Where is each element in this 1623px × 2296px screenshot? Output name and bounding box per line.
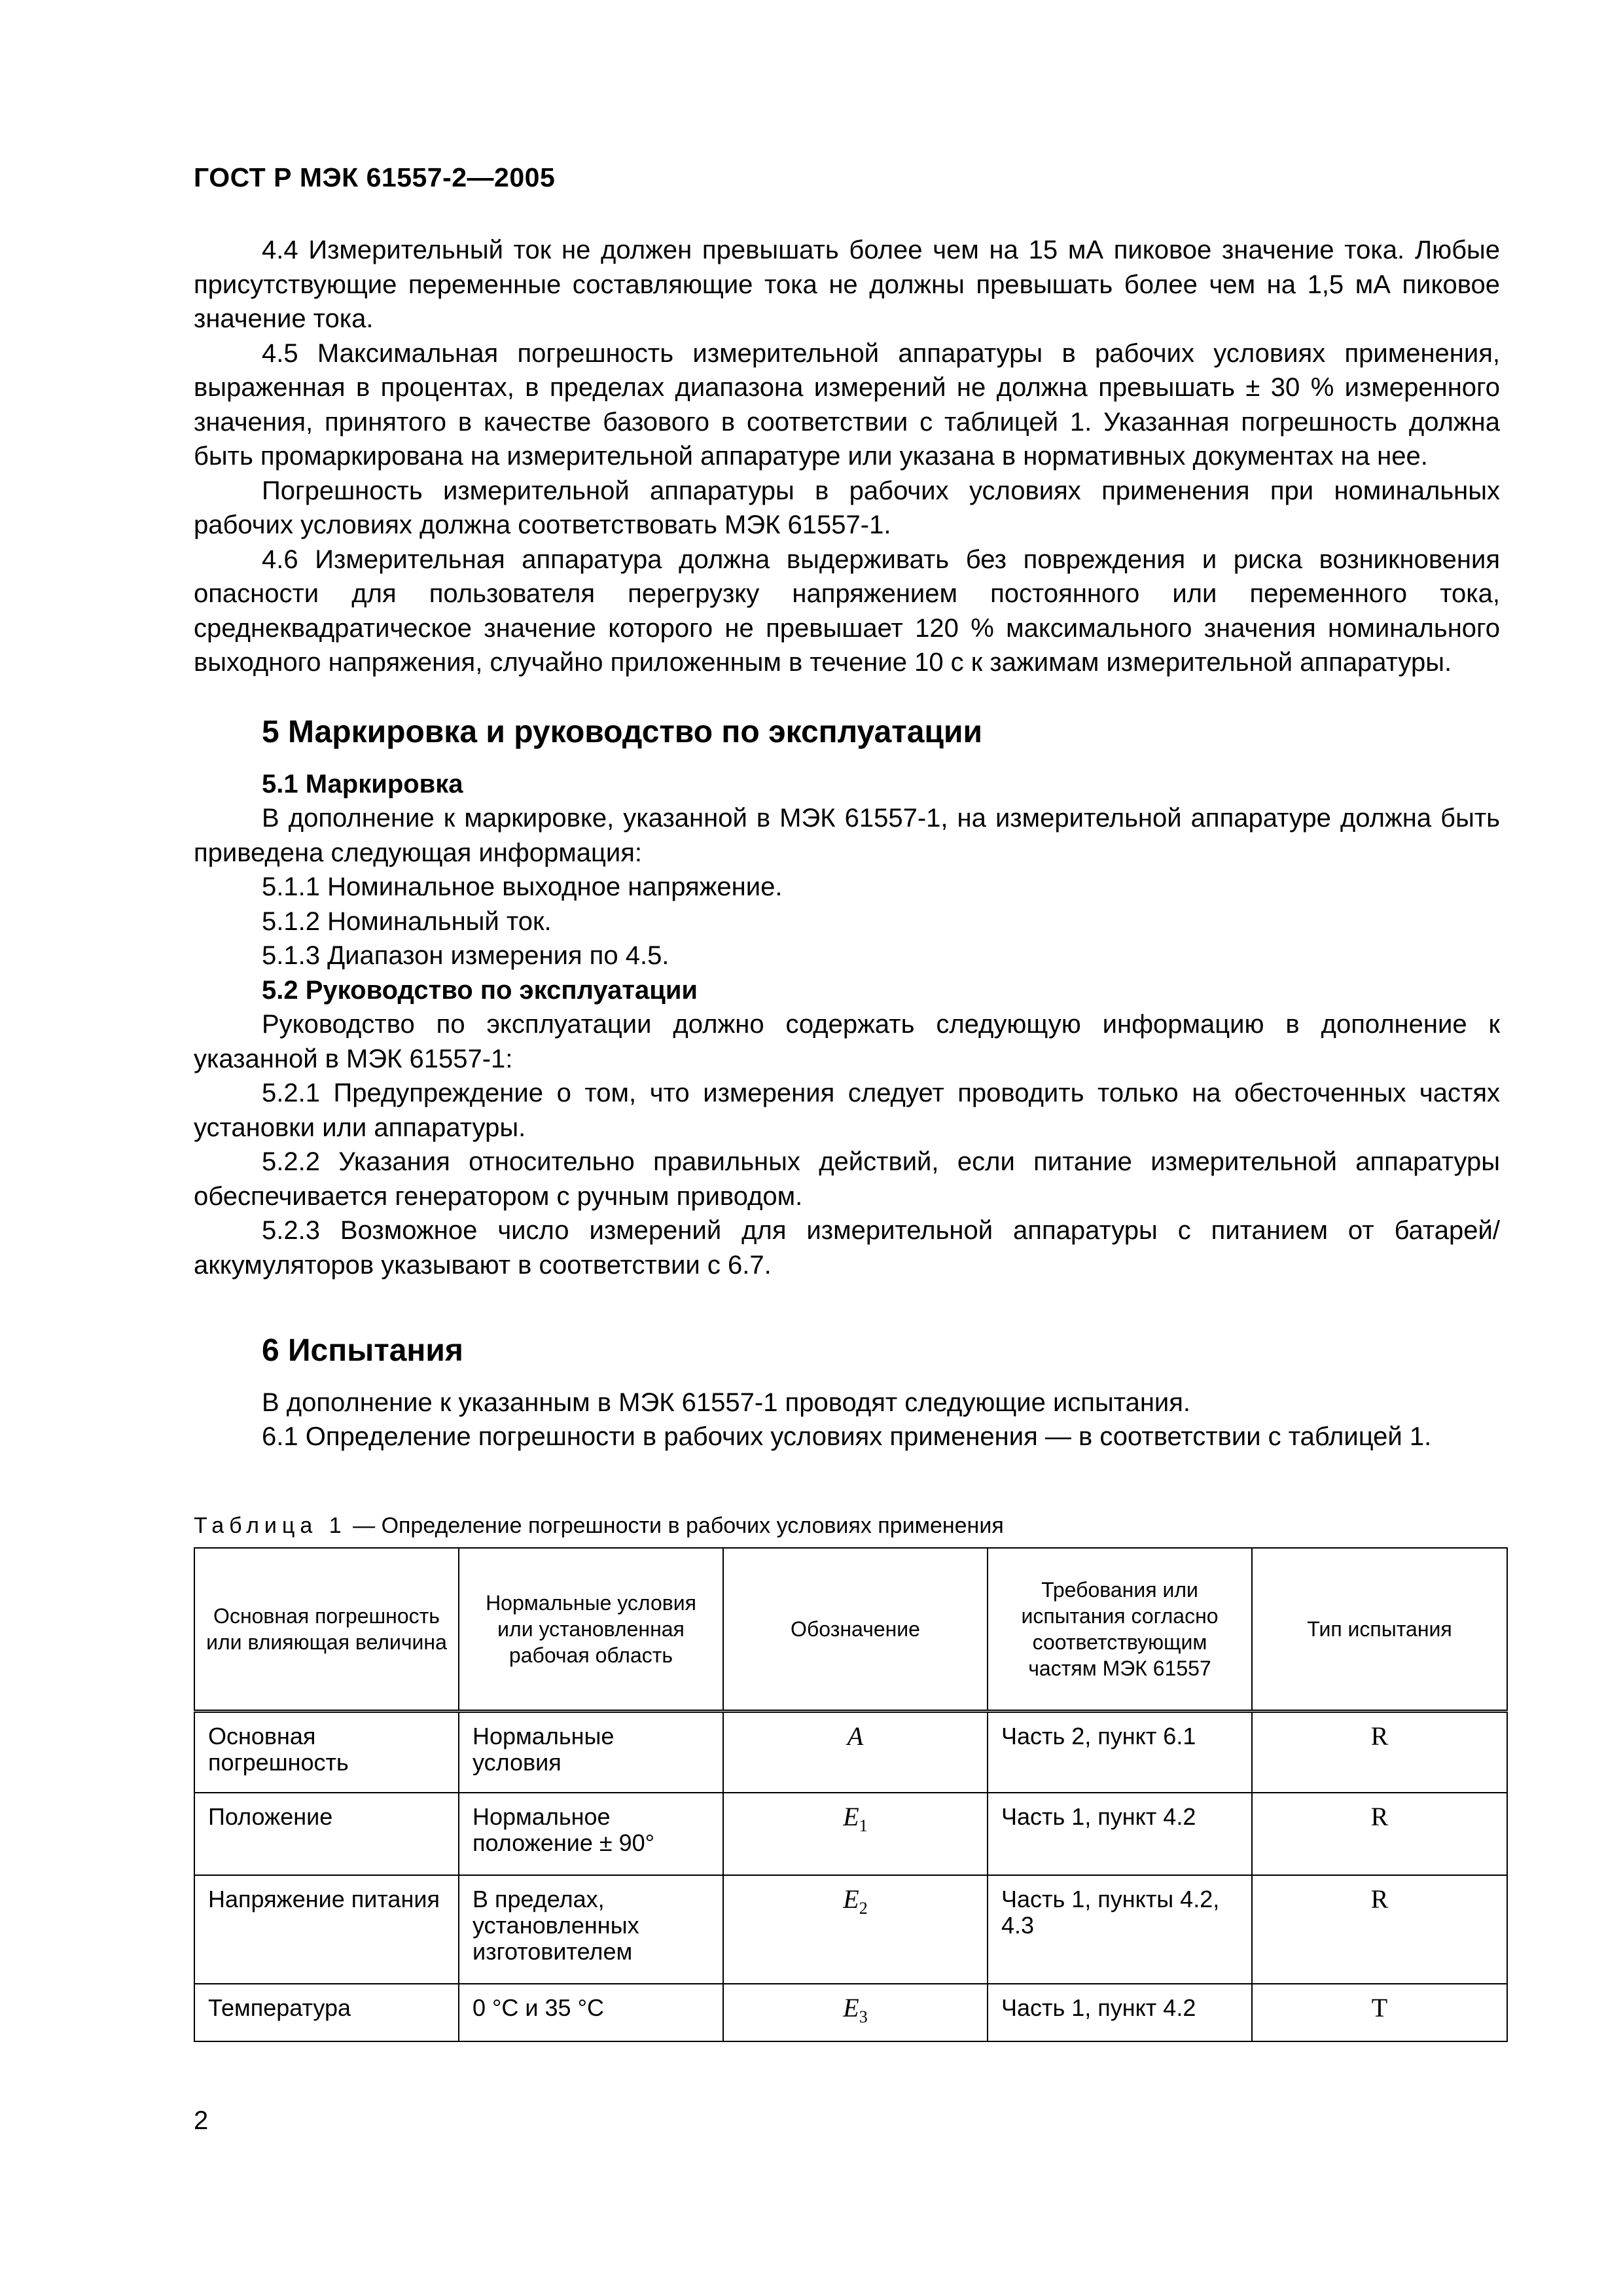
test-type-cell: R bbox=[1252, 1793, 1507, 1875]
paragraph-5-1-3: 5.1.3 Диапазон измерения по 4.5. bbox=[262, 941, 669, 970]
paragraph-4-5: 4.5 Максимальная погрешность измерительной аппаратуры в рабочих условиях применения, выраженная в процентах, в пределах диапазона измерений не должна превышать ± 30 % измеренного значения, принятого в качестве базового в соответствии с таблицей 1. Указанная погрешность должна быть промаркирована на измерительной аппаратуре или указана в нормативных документах на нее. bbox=[194, 338, 1500, 471]
table-caption-text: — Определение погрешности в рабочих условиях применения bbox=[346, 1513, 1004, 1538]
symbol-letter: E bbox=[843, 1992, 859, 2022]
quantity-cell: Положение bbox=[194, 1793, 459, 1875]
section-6 bbox=[194, 1334, 1500, 1454]
requirements-cell: Часть 1, пункт 4.2 bbox=[988, 1793, 1252, 1875]
quantity-cell: Напряжение питания bbox=[194, 1875, 459, 1984]
paragraph-5-2-2: 5.2.2 Указания относительно правильных действий, если питание измерительной аппаратуры обеспечивается генератором с ручным приводом. bbox=[194, 1147, 1500, 1211]
document-header: ГОСТ Р МЭК 61557-2—2005 bbox=[194, 162, 556, 192]
paragraph-4-6: 4.6 Измерительная аппаратура должна выдерживать без повреждения и риска возникновения опасности для пользователя перегрузку напряжением постоянного или переменного тока, среднеквадратическое значение которого не превышает 120 % максимального значения номинального выходного напряжения, случайно приложенным в течение 10 с к зажимам измерительной аппаратуры. bbox=[194, 545, 1500, 677]
paragraph-4-4: 4.4 Измерительный ток не должен превышать более чем на 15 мА пиковое значение тока. Любые присутствующие переменные составляющие тока не должны превышать более чем на 1,5 мА пиковое значение тока. bbox=[194, 236, 1500, 333]
table-header-cell: Тип испытания bbox=[1252, 1548, 1507, 1712]
paragraph-6-1: 6.1 Определение погрешности в рабочих условиях применения — в соответствии с таблицей 1. bbox=[262, 1422, 1432, 1451]
symbol-subscript: 2 bbox=[859, 1898, 868, 1918]
symbol-cell bbox=[723, 1875, 988, 1984]
paragraph-4-5-b: Погрешность измерительной аппаратуры в рабочих условиях применения при номинальных рабочих условиях должна соответствовать МЭК 61557-1. bbox=[194, 476, 1500, 539]
table-header-row bbox=[194, 1548, 1507, 1712]
conditions-cell: 0 °С и 35 °С bbox=[459, 1984, 723, 2041]
symbol-subscript: 1 bbox=[859, 1816, 868, 1835]
conditions-cell: В пределах, установленных изготовителем bbox=[459, 1875, 723, 1984]
paragraph-5-1: В дополнение к маркировке, указанной в МЭК 61557-1, на измерительной аппаратуре должна быть приведена следующая информация: bbox=[194, 804, 1500, 867]
section-5-2-heading: 5.2 Руководство по эксплуатации bbox=[262, 975, 698, 1005]
table-row bbox=[194, 1712, 1507, 1793]
test-type-cell: R bbox=[1252, 1875, 1507, 1984]
symbol-letter: E bbox=[843, 1884, 859, 1914]
requirements-cell: Часть 1, пункты 4.2, 4.3 bbox=[988, 1875, 1252, 1984]
paragraph-5-1-2: 5.1.2 Номинальный ток. bbox=[262, 906, 552, 936]
table-caption bbox=[194, 1513, 1004, 1539]
quantity-cell: Основная погрешность bbox=[194, 1712, 459, 1793]
quantity-cell: Температура bbox=[194, 1984, 459, 2041]
test-type-cell: R bbox=[1252, 1712, 1507, 1793]
table-header-cell: Основная погрешность или влияющая величина bbox=[194, 1548, 459, 1712]
table-caption-label: Таблица 1 bbox=[194, 1513, 347, 1538]
conditions-cell: Нормальные условия bbox=[459, 1712, 723, 1793]
section-5 bbox=[194, 715, 1500, 1282]
test-type-cell: T bbox=[1252, 1984, 1507, 2041]
paragraph-6: В дополнение к указанным в МЭК 61557-1 проводят следующие испытания. bbox=[262, 1388, 1191, 1417]
section-5-heading: 5 Маркировка и руководство по эксплуатации bbox=[262, 715, 982, 749]
requirements-cell: Часть 1, пункт 4.2 bbox=[988, 1984, 1252, 2041]
symbol-letter: A bbox=[847, 1721, 864, 1751]
table-header-cell: Обозначение bbox=[723, 1548, 988, 1712]
paragraph-5-1-1: 5.1.1 Номинальное выходное напряжение. bbox=[262, 872, 783, 901]
section-5-1-heading: 5.1 Маркировка bbox=[262, 769, 463, 798]
table-row bbox=[194, 1984, 1507, 2041]
paragraph-5-2: Руководство по эксплуатации должно содержать следующую информацию в дополнение к указанной в МЭК 61557-1: bbox=[194, 1010, 1500, 1073]
table-header-cell: Требования или испытания согласно соответствующим частям МЭК 61557 bbox=[988, 1548, 1252, 1712]
paragraph-5-2-1: 5.2.1 Предупреждение о том, что измерения следует проводить только на обесточенных частях установки или аппаратуры. bbox=[194, 1079, 1500, 1142]
conditions-cell: Нормальное положение ± 90° bbox=[459, 1793, 723, 1875]
table-header-cell: Нормальные условия или установленная рабочая область bbox=[459, 1548, 723, 1712]
symbol-letter: E bbox=[843, 1801, 859, 1831]
section-4-text bbox=[194, 233, 1500, 680]
paragraph-5-2-3: 5.2.3 Возможное число измерений для измерительной аппаратуры с питанием от батарей/аккумуляторов указывают в соответствии с 6.7. bbox=[194, 1216, 1500, 1280]
table-row bbox=[194, 1793, 1507, 1875]
symbol-cell bbox=[723, 1712, 988, 1793]
table-1 bbox=[194, 1547, 1508, 2042]
section-6-heading: 6 Испытания bbox=[262, 1333, 463, 1368]
page-number: 2 bbox=[194, 2106, 209, 2135]
symbol-subscript: 3 bbox=[859, 2007, 868, 2026]
requirements-cell: Часть 2, пункт 6.1 bbox=[988, 1712, 1252, 1793]
symbol-cell bbox=[723, 1984, 988, 2041]
table-row bbox=[194, 1875, 1507, 1984]
symbol-cell bbox=[723, 1793, 988, 1875]
